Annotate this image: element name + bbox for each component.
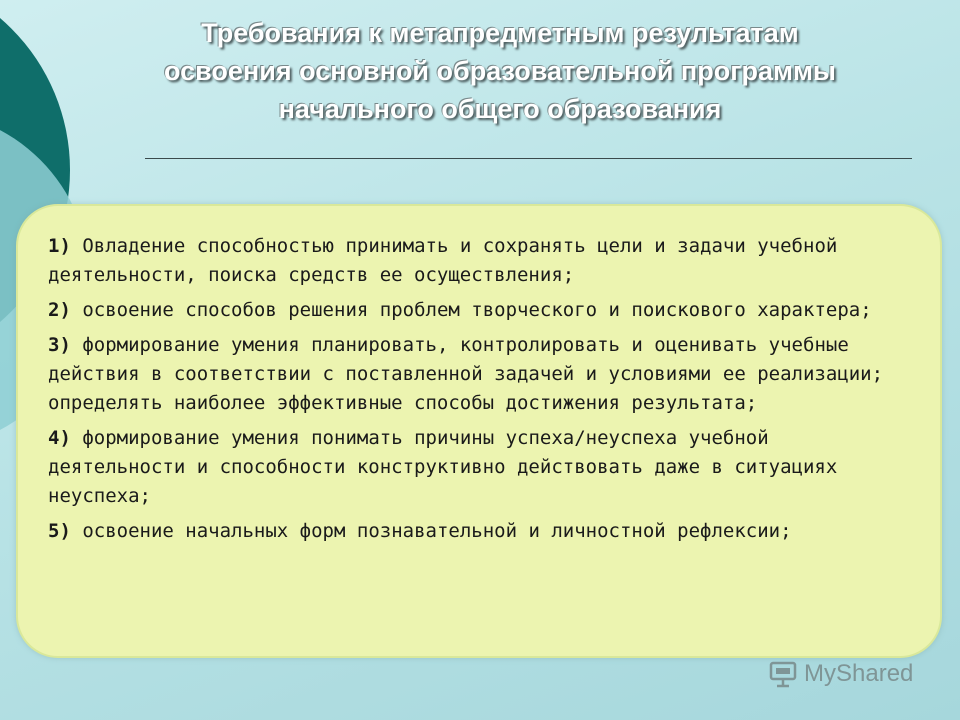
list-item	[48, 424, 888, 511]
list-item	[48, 232, 888, 290]
list-item	[48, 296, 888, 325]
item-text: формирование умения планировать, контролировать и оценивать учебные действия в соответствии с поставленной задачей и условиями ее реализации; определять наиболее эффективные способы достижения результата;	[48, 334, 884, 414]
item-number: 2)	[48, 299, 71, 321]
title-line-2: освоения основной образовательной программы	[164, 56, 836, 86]
title-divider	[145, 158, 912, 159]
presentation-icon	[768, 659, 798, 689]
title-line-3: начального общего образования	[278, 94, 722, 124]
watermark-text: MyShared	[804, 660, 914, 687]
watermark-logo[interactable]	[768, 656, 913, 692]
item-number: 5)	[48, 520, 71, 542]
content-card	[16, 204, 942, 658]
item-text: Овладение способностью принимать и сохранять цели и задачи учебной деятельности, поиска средств ее осуществления;	[48, 235, 838, 286]
requirements-list	[48, 232, 888, 552]
item-number: 4)	[48, 427, 71, 449]
slide-title	[70, 14, 930, 128]
list-item	[48, 331, 888, 418]
item-number: 3)	[48, 334, 71, 356]
list-item	[48, 517, 888, 546]
title-line-1: Требования к метапредметным результатам	[201, 18, 799, 48]
item-text: освоение способов решения проблем творческого и поискового характера;	[82, 299, 872, 321]
item-text: формирование умения понимать причины успеха/неуспеха учебной деятельности и способности конструктивно действовать даже в ситуациях неуспеха;	[48, 427, 838, 507]
item-text: освоение начальных форм познавательной и личностной рефлексии;	[82, 520, 792, 542]
item-number: 1)	[48, 235, 71, 257]
